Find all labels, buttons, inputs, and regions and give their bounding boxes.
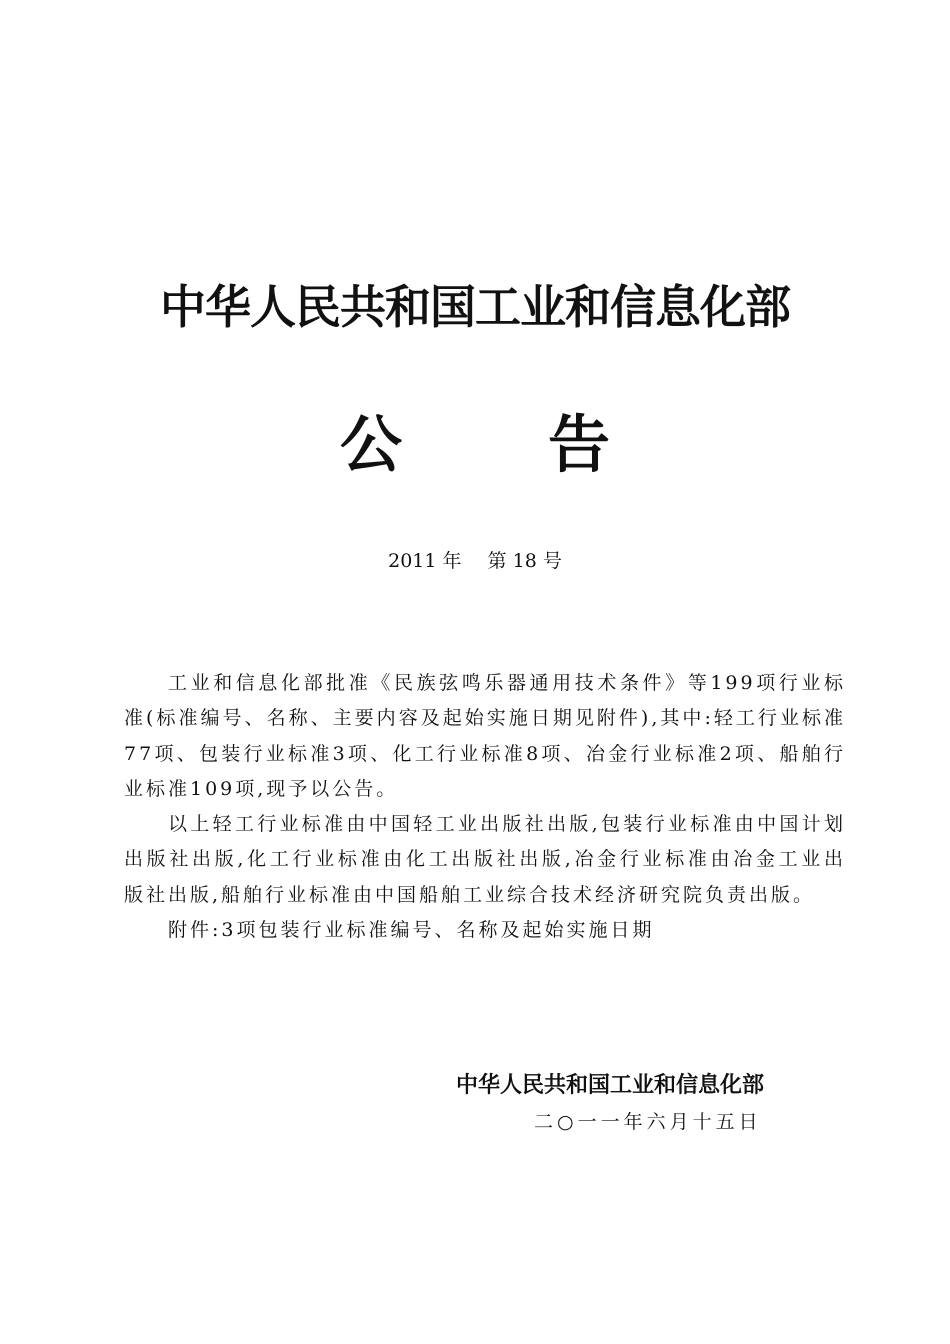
issue-year: 2011: [388, 550, 437, 572]
notice-title-char-2: 告: [548, 408, 611, 481]
issue-year-suffix: 年: [442, 550, 462, 572]
ministry-title: 中华人民共和国工业和信息化部: [160, 280, 790, 334]
issue-number: [0, 546, 950, 576]
notice-body: [124, 666, 846, 948]
issue-number-prefix: 第: [487, 550, 507, 572]
issue-number-value: 18: [512, 550, 537, 572]
signature-date: 二○一一年六月十五日: [534, 1111, 762, 1133]
paragraph-publishers: 以上轻工行业标准由中国轻工业出版社出版,包装行业标准由中国计划出版社出版,化工行业标准由化工出版社出版,冶金行业标准由冶金工业出版社出版,船舶行业标准由中国船舶工业综合技术经济研究院负责出版。: [124, 813, 846, 906]
notice-title: [0, 402, 950, 488]
issue-number-suffix: 号: [542, 550, 562, 572]
paragraph-approval: 工业和信息化部批准《民族弦鸣乐器通用技术条件》等199项行业标准(标准编号、名称、主要内容及起始实施日期见附件),其中:轻工行业标准77项、包装行业标准3项、化工行业标准8项、冶金行业标准2项、船舶行业标准109项,现予以公告。: [124, 672, 846, 800]
paragraph-attachment: 附件:3项包装行业标准编号、名称及起始实施日期: [168, 919, 655, 942]
notice-title-char-1: 公: [339, 408, 402, 481]
signature-organization: 中华人民共和国工业和信息化部: [456, 1073, 765, 1098]
